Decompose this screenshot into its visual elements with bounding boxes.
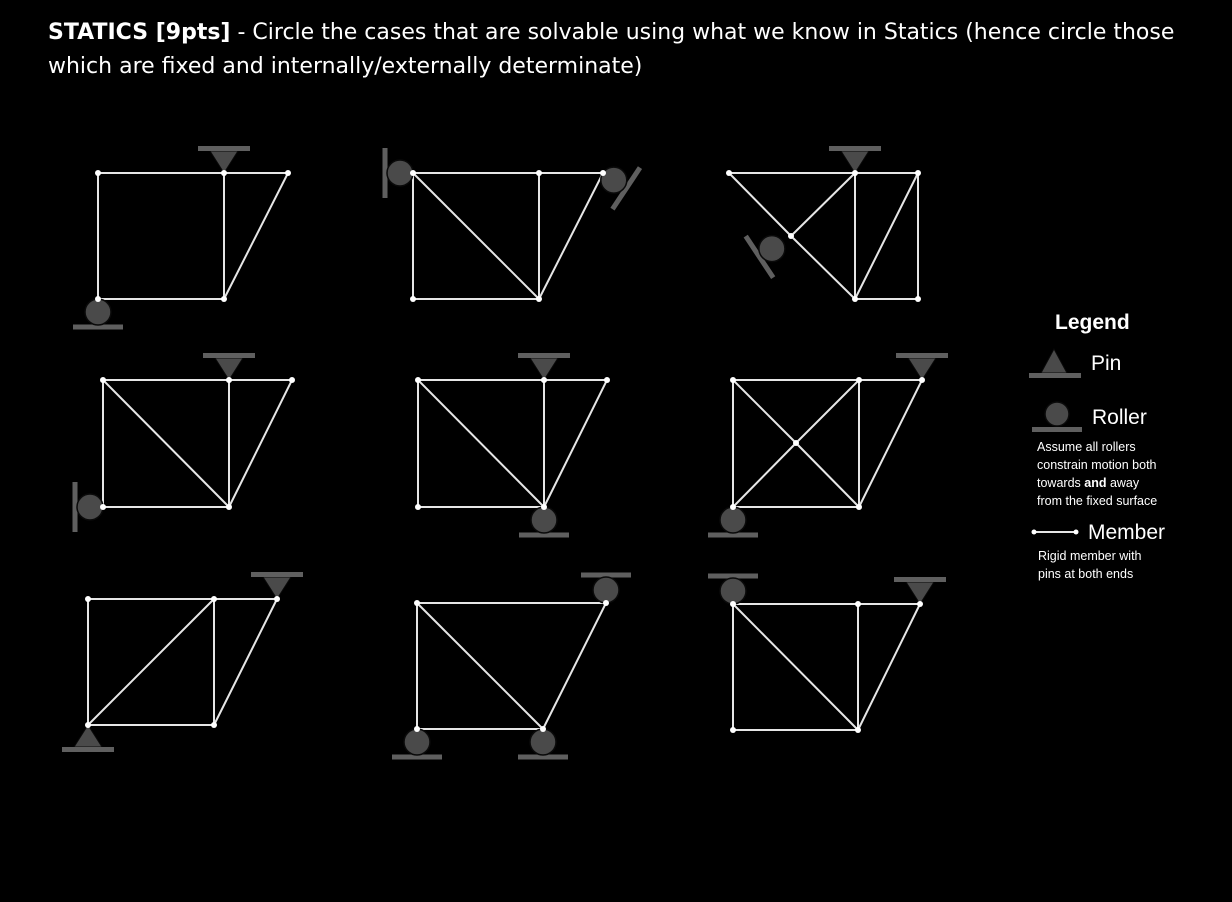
ground-bar [894, 577, 946, 582]
truss-joint [211, 596, 217, 602]
truss-member [418, 380, 544, 507]
roller-support-icon [720, 507, 746, 533]
pin-support-icon [210, 151, 238, 173]
truss-member [796, 380, 859, 443]
truss-case-5 [415, 353, 610, 535]
legend-ground-bar [1032, 427, 1082, 432]
truss-joint [226, 504, 232, 510]
roller-support-icon [85, 299, 111, 325]
legend-note-fragment: away [1106, 476, 1140, 490]
truss-joint [274, 596, 280, 602]
truss-joint [85, 722, 91, 728]
truss-joint [856, 377, 862, 383]
legend-pin-label: Pin [1091, 352, 1122, 375]
truss-joint [541, 377, 547, 383]
truss-joint [541, 504, 547, 510]
truss-joint [95, 296, 101, 302]
legend-roller-note-line [1037, 458, 1157, 472]
truss-joint [915, 296, 921, 302]
legend-member-note-line: pins at both ends [1038, 567, 1134, 581]
legend-member-label: Member [1088, 521, 1166, 544]
truss-joint [414, 726, 420, 732]
pin-support-icon [906, 582, 934, 604]
pin-support-icon [841, 151, 869, 173]
ground-bar [896, 353, 948, 358]
truss-case-9 [708, 576, 946, 733]
truss-member [413, 173, 539, 299]
truss-member [733, 604, 858, 730]
truss-joint [100, 504, 106, 510]
roller-support-icon [404, 729, 430, 755]
legend-roller-label: Roller [1092, 406, 1147, 429]
legend-joint [1032, 530, 1037, 535]
instruction-body: - Circle the cases that are solvable using what we know in Statics (hence circle those which are fixed and internally/externally determinate) [48, 20, 1175, 79]
truss-member [224, 173, 288, 299]
truss-case-1 [73, 146, 291, 327]
pin-support-icon [215, 358, 243, 380]
truss-member [859, 380, 922, 507]
truss-member [796, 443, 859, 507]
legend-roller-note-line [1037, 476, 1140, 490]
truss-joint [85, 596, 91, 602]
roller-support-icon [593, 577, 619, 603]
ground-bar [251, 572, 303, 577]
truss-joint [730, 727, 736, 733]
truss-joint [730, 601, 736, 607]
truss-joint [919, 377, 925, 383]
truss-member [214, 599, 277, 725]
truss-member [729, 173, 791, 236]
truss-joint [536, 296, 542, 302]
truss-member [855, 173, 918, 299]
truss-joint [289, 377, 295, 383]
truss-case-7 [62, 572, 303, 752]
ground-bar [829, 146, 881, 151]
truss-joint [285, 170, 291, 176]
legend-joint [1074, 530, 1079, 535]
truss-case-8 [392, 575, 631, 757]
legend-roller-note-line [1037, 440, 1136, 454]
legend-pin-icon [1041, 349, 1067, 373]
truss-member [539, 173, 603, 299]
truss-joint [211, 722, 217, 728]
truss-joint [915, 170, 921, 176]
truss-joint [726, 170, 732, 176]
truss-joint [414, 600, 420, 606]
legend-roller-note-line [1037, 494, 1157, 508]
truss-case-3 [726, 146, 921, 302]
legend-note-fragment: towards [1037, 476, 1085, 490]
ground-bar [518, 353, 570, 358]
truss-case-6 [708, 353, 948, 535]
truss-joint [540, 726, 546, 732]
truss-joint [856, 504, 862, 510]
truss-joint [100, 377, 106, 383]
truss-joint [221, 170, 227, 176]
truss-joint [793, 440, 799, 446]
legend-note-fragment: constrain motion both [1037, 458, 1157, 472]
truss-joint [415, 377, 421, 383]
legend-member-note-line: Rigid member with [1038, 549, 1142, 563]
truss-member [733, 443, 796, 507]
truss-joint [536, 170, 542, 176]
truss-member [417, 603, 543, 729]
roller-support-icon [759, 236, 785, 262]
ground-bar [203, 353, 255, 358]
truss-member [733, 380, 796, 443]
truss-joint [226, 377, 232, 383]
roller-support-icon [77, 494, 103, 520]
truss-joint [415, 504, 421, 510]
legend-roller-icon [1045, 402, 1069, 426]
truss-member [88, 599, 214, 725]
roller-support-icon [387, 160, 413, 186]
truss-member [791, 236, 855, 299]
roller-support-icon [530, 729, 556, 755]
truss-member [791, 173, 855, 236]
truss-joint [917, 601, 923, 607]
truss-member [229, 380, 292, 507]
truss-joint [788, 233, 794, 239]
truss-joint [604, 377, 610, 383]
truss-joint [410, 170, 416, 176]
legend-ground-bar [1029, 373, 1081, 378]
truss-joint [221, 296, 227, 302]
truss-case-2 [385, 148, 640, 302]
pin-support-icon [530, 358, 558, 380]
truss-joint [855, 727, 861, 733]
truss-joint [410, 296, 416, 302]
truss-member [544, 380, 607, 507]
roller-support-icon [720, 578, 746, 604]
legend-note-fragment: Assume all rollers [1037, 440, 1136, 454]
truss-joint [730, 377, 736, 383]
truss-member [543, 603, 606, 729]
truss-joint [855, 601, 861, 607]
truss-joint [603, 600, 609, 606]
truss-case-4 [75, 353, 295, 532]
truss-joint [600, 170, 606, 176]
pin-support-icon [263, 577, 291, 599]
truss-joint [852, 170, 858, 176]
legend-title: Legend [1055, 311, 1130, 334]
truss-joint [852, 296, 858, 302]
pin-support-icon [74, 725, 102, 747]
truss-joint [730, 504, 736, 510]
ground-bar [198, 146, 250, 151]
legend-note-fragment: from the fixed surface [1037, 494, 1158, 508]
legend-note-fragment: and [1084, 476, 1107, 490]
truss-member [103, 380, 229, 507]
ground-bar [62, 747, 114, 752]
roller-support-icon [531, 507, 557, 533]
instruction-points: STATICS [9pts] [48, 20, 231, 45]
pin-support-icon [908, 358, 936, 380]
legend [1029, 311, 1165, 581]
truss-joint [95, 170, 101, 176]
truss-member [858, 604, 920, 730]
